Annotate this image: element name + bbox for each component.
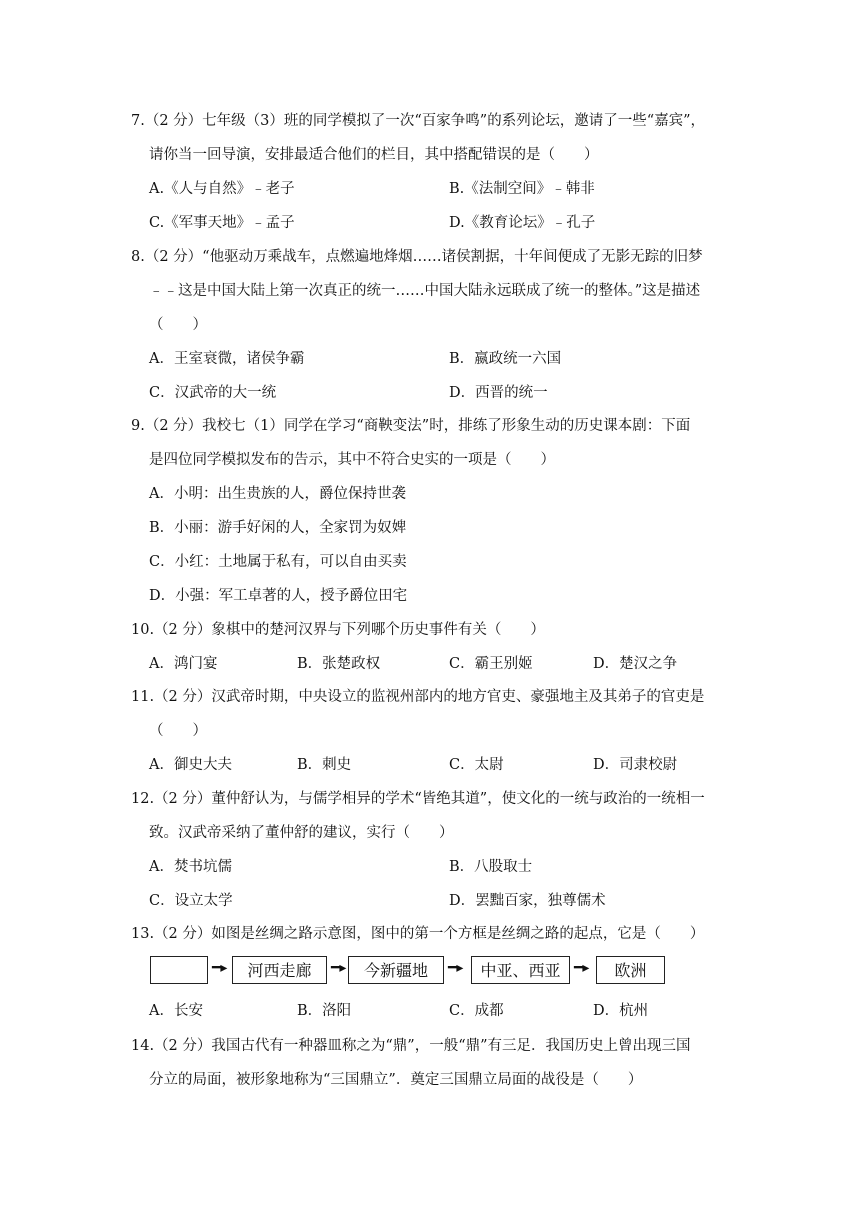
question-11 bbox=[131, 680, 731, 782]
question-14 bbox=[131, 1029, 731, 1097]
option-d[interactable]: D．小强：军工卓著的人，授予爵位田宅 bbox=[149, 588, 408, 604]
options-row bbox=[131, 850, 731, 884]
question-stem: 12.（2 分）董仲舒认为，与儒学相异的学术“皆绝其道”，使文化的一统与政治的一统相一 bbox=[131, 791, 705, 807]
question-9 bbox=[131, 409, 731, 613]
option-c[interactable]: C．小红：土地属于私有，可以自由买卖 bbox=[149, 554, 407, 570]
diagram-box-xinjiang: 今新疆地 bbox=[348, 956, 444, 984]
option-b[interactable]: B．小丽：游手好闲的人，全家罚为奴婢 bbox=[149, 520, 407, 536]
option-b[interactable]: B．张楚政权 bbox=[297, 656, 381, 672]
options-row bbox=[131, 884, 731, 918]
options-row bbox=[131, 748, 731, 782]
option-a[interactable]: A．小明：出生贵族的人，爵位保持世袭 bbox=[149, 486, 406, 502]
arrow-right-icon: ━▸ bbox=[212, 960, 228, 976]
diagram-box-europe: 欧洲 bbox=[596, 956, 665, 984]
option-c[interactable]: C．设立太学 bbox=[149, 893, 233, 909]
options-row bbox=[131, 994, 731, 1028]
option-b[interactable]: B．嬴政统一六国 bbox=[449, 351, 562, 367]
options-row bbox=[131, 172, 731, 206]
question-stem: 9.（2 分）我校七（1）同学在学习“商鞅变法”时，排练了形象生动的历史课本剧：下面 bbox=[131, 418, 691, 434]
arrow-right-icon: ━▸ bbox=[448, 960, 464, 976]
option-c[interactable]: C．霸王别姬 bbox=[449, 656, 533, 672]
question-stem: 7.（2 分）七年级（3）班的同学模拟了一次“百家争鸣”的系列论坛，邀请了一些“嘉宾”， bbox=[131, 113, 706, 129]
option-d[interactable]: D．司隶校尉 bbox=[593, 757, 678, 773]
option-c[interactable]: C．成都 bbox=[449, 1003, 504, 1019]
option-a[interactable]: A．王室衰微，诸侯争霸 bbox=[149, 351, 305, 367]
options-row bbox=[131, 206, 731, 240]
question-8 bbox=[131, 240, 731, 410]
option-c[interactable]: C.《军事天地》﹣孟子 bbox=[149, 215, 295, 231]
question-stem: 是四位同学模拟发布的告示，其中不符合史实的一项是（ ） bbox=[149, 452, 555, 468]
option-b[interactable]: B．刺史 bbox=[297, 757, 352, 773]
question-stem: （ ） bbox=[149, 317, 207, 333]
option-a[interactable]: A．御史大夫 bbox=[149, 757, 232, 773]
option-b[interactable]: B．八股取士 bbox=[449, 859, 533, 875]
options-row bbox=[131, 376, 731, 410]
question-stem: （ ） bbox=[149, 723, 207, 739]
question-stem: 14.（2 分）我国古代有一种器皿称之为“鼎”，一般“鼎”有三足．我国历史上曾出现三国 bbox=[131, 1038, 691, 1054]
question-stem: 请你当一回导演，安排最适合他们的栏目，其中搭配错误的是（ ） bbox=[149, 147, 599, 163]
question-stem: 致。汉武帝采纳了董仲舒的建议，实行（ ） bbox=[149, 825, 454, 841]
option-c[interactable]: C．太尉 bbox=[449, 757, 504, 773]
silk-road-diagram bbox=[150, 956, 690, 988]
question-stem: 13.（2 分）如图是丝绸之路示意图，图中的第一个方框是丝绸之路的起点，它是（ ） bbox=[131, 926, 705, 942]
arrow-right-icon: ━▸ bbox=[574, 960, 590, 976]
diagram-box-hexi: 河西走廊 bbox=[232, 956, 327, 984]
option-d[interactable]: D．楚汉之争 bbox=[593, 656, 678, 672]
option-a[interactable]: A．长安 bbox=[149, 1003, 203, 1019]
arrow-right-icon: ━▸ bbox=[331, 960, 347, 976]
option-d[interactable]: D．西晋的统一 bbox=[449, 385, 548, 401]
question-10 bbox=[131, 613, 731, 681]
question-stem: 8.（2 分）“他驱动万乘战车，点燃遍地烽烟……诸侯割据，十年间便成了无影无踪的旧梦 bbox=[131, 249, 703, 265]
question-stem: 10.（2 分）象棋中的楚河汉界与下列哪个历史事件有关（ ） bbox=[131, 622, 545, 638]
option-d[interactable]: D．罢黜百家，独尊儒术 bbox=[449, 893, 606, 909]
option-a[interactable]: A.《人与自然》﹣老子 bbox=[149, 181, 295, 197]
question-7 bbox=[131, 104, 731, 240]
question-13 bbox=[131, 917, 731, 951]
question-stem: ﹣﹣这是中国大陆上第一次真正的统一……中国大陆永远联成了统一的整体。”这是描述 bbox=[149, 283, 701, 299]
option-a[interactable]: A．鸿门宴 bbox=[149, 656, 218, 672]
options-row bbox=[131, 342, 731, 376]
question-stem: 分立的局面，被形象地称为“三国鼎立”．奠定三国鼎立局面的战役是（ ） bbox=[149, 1072, 643, 1088]
options-row bbox=[131, 647, 731, 681]
option-d[interactable]: D.《教育论坛》﹣孔子 bbox=[449, 215, 596, 231]
option-b[interactable]: B．洛阳 bbox=[297, 1003, 352, 1019]
question-12 bbox=[131, 782, 731, 918]
diagram-box-central-west-asia: 中亚、西亚 bbox=[471, 956, 570, 984]
option-b[interactable]: B.《法制空间》﹣韩非 bbox=[449, 181, 595, 197]
question-stem: 11.（2 分）汉武帝时期，中央设立的监视州部内的地方官吏、豪强地主及其弟子的官吏是 bbox=[131, 689, 705, 705]
option-c[interactable]: C．汉武帝的大一统 bbox=[149, 385, 277, 401]
diagram-box-start bbox=[150, 956, 208, 984]
option-a[interactable]: A．焚书坑儒 bbox=[149, 859, 232, 875]
option-d[interactable]: D．杭州 bbox=[593, 1003, 649, 1019]
question-13-options bbox=[131, 994, 731, 1028]
